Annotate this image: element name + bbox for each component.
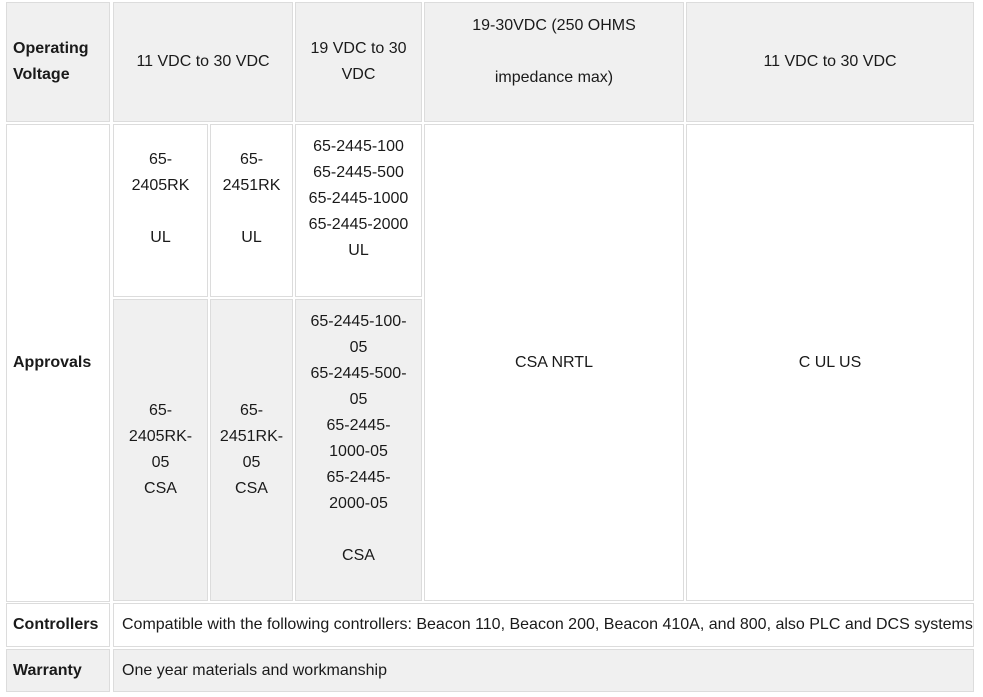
- controllers-label: Controllers: [13, 616, 99, 633]
- approvals-ul-cell-1: 65- 2405RK UL: [113, 124, 208, 297]
- operating-voltage-label: Operating Voltage: [13, 40, 89, 83]
- controllers-value-cell: Compatible with the following controllers: Beacon 110, Beacon 200, Beacon 410A, and 800, also PLC and DCS systems: [113, 603, 974, 647]
- approvals-label: Approvals: [13, 354, 92, 371]
- operating-voltage-cell-1: 11 VDC to 30 VDC: [113, 2, 293, 122]
- operating-voltage-header: [6, 2, 110, 122]
- controllers-header: [6, 603, 110, 647]
- warranty-label: Warranty: [13, 661, 82, 679]
- approvals-cell-4: C UL US: [686, 124, 974, 601]
- operating-voltage-cell-3: 19-30VDC (250 OHMS impedance max): [424, 2, 684, 122]
- operating-voltage-cell-4: 11 VDC to 30 VDC: [686, 2, 974, 122]
- warranty-header: [6, 649, 110, 692]
- approvals-csa-cell-3: 65-2445-100- 05 65-2445-500- 05 65-2445- 1000-05 65-2445- 2000-05 CSA: [295, 299, 422, 601]
- approvals-csa-cell-1: 65- 2405RK- 05 CSA: [113, 299, 208, 601]
- approvals-header: [6, 124, 110, 602]
- warranty-value-cell: One year materials and workmanship: [113, 649, 974, 692]
- approvals-cell-3: CSA NRTL: [424, 124, 684, 601]
- approvals-ul-cell-2: 65- 2451RK UL: [210, 124, 293, 297]
- approvals-csa-cell-2: 65- 2451RK- 05 CSA: [210, 299, 293, 601]
- operating-voltage-cell-2: 19 VDC to 30 VDC: [295, 2, 422, 122]
- approvals-ul-cell-3: 65-2445-100 65-2445-500 65-2445-1000 65-2445-2000 UL: [295, 124, 422, 297]
